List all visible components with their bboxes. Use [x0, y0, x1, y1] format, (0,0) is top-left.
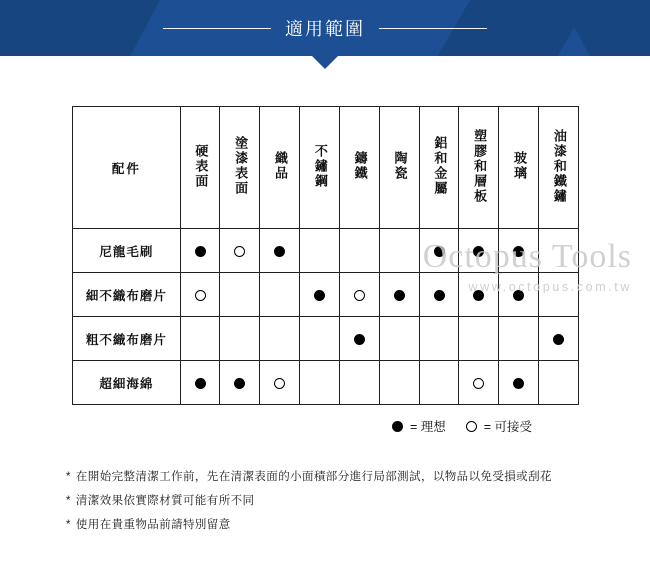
rating-cell — [419, 317, 459, 361]
legend-acceptable-label: = 可接受 — [483, 420, 532, 434]
rating-cell — [499, 229, 539, 273]
column-header-label: 玻璃 — [511, 151, 527, 181]
filled-dot-icon — [195, 246, 206, 257]
rating-cell — [499, 361, 539, 405]
open-dot-icon — [234, 246, 245, 257]
row-header-label: 尼龍毛刷 — [73, 229, 181, 273]
column-header-label: 陶瓷 — [392, 151, 408, 181]
rating-cell — [180, 317, 220, 361]
filled-dot-icon — [513, 290, 524, 301]
table-body — [73, 229, 579, 405]
banner-arrow-icon — [312, 56, 338, 69]
footnote-marker: * — [66, 471, 71, 483]
rating-cell — [220, 229, 260, 273]
rating-cell — [379, 317, 419, 361]
footnote — [66, 513, 624, 537]
filled-dot-icon — [513, 378, 524, 389]
column-header — [539, 107, 579, 229]
page-header-banner — [0, 0, 650, 56]
rating-cell — [539, 229, 579, 273]
page-title: 適用範圍 — [285, 19, 365, 39]
filled-dot-icon — [274, 246, 285, 257]
rating-cell — [539, 273, 579, 317]
row-header-label: 粗不織布磨片 — [73, 317, 181, 361]
rating-cell — [180, 361, 220, 405]
page-margin-right — [636, 56, 650, 565]
column-header-label: 鋁和金屬 — [432, 136, 448, 196]
open-dot-icon — [354, 290, 365, 301]
column-header — [180, 107, 220, 229]
footnotes — [66, 465, 624, 537]
filled-dot-icon — [394, 290, 405, 301]
footnote-text: 清潔效果依實際材質可能有所不同 — [75, 495, 255, 508]
rating-cell — [459, 229, 499, 273]
rating-cell — [260, 273, 300, 317]
rating-cell — [220, 361, 260, 405]
rating-cell — [379, 273, 419, 317]
rating-cell — [499, 317, 539, 361]
column-header — [260, 107, 300, 229]
rating-cell — [539, 317, 579, 361]
compatibility-table — [72, 106, 579, 405]
filled-dot-icon — [234, 378, 245, 389]
column-header-label: 塑膠和層板 — [472, 128, 488, 204]
filled-dot-icon — [392, 421, 403, 432]
open-dot-icon — [274, 378, 285, 389]
rating-cell — [339, 317, 379, 361]
table-row — [73, 317, 579, 361]
rating-cell — [419, 229, 459, 273]
legend-ideal — [392, 417, 446, 435]
column-header-label: 塗漆表面 — [233, 136, 249, 196]
open-dot-icon — [466, 421, 477, 432]
rating-cell — [300, 273, 340, 317]
footnote — [66, 465, 624, 489]
footnote-marker: * — [66, 495, 71, 508]
filled-dot-icon — [195, 378, 206, 389]
watermark-brand: Octopus Tools — [422, 238, 632, 275]
filled-dot-icon — [553, 334, 564, 345]
filled-dot-icon — [434, 246, 445, 257]
rating-cell — [379, 229, 419, 273]
rating-cell — [379, 361, 419, 405]
column-header-label: 油漆和鐵鏽 — [551, 128, 567, 204]
column-header — [459, 107, 499, 229]
column-header-label: 鑄鐵 — [352, 151, 368, 181]
rating-cell — [459, 273, 499, 317]
rating-cell — [300, 361, 340, 405]
footnote-marker: * — [66, 519, 71, 532]
rating-cell — [220, 317, 260, 361]
open-dot-icon — [195, 290, 206, 301]
content-card — [26, 88, 624, 540]
filled-dot-icon — [513, 246, 524, 257]
column-header — [379, 107, 419, 229]
rating-cell — [300, 229, 340, 273]
column-header — [419, 107, 459, 229]
rating-cell — [180, 229, 220, 273]
banner-rule-right — [379, 28, 487, 29]
open-dot-icon — [473, 378, 484, 389]
filled-dot-icon — [434, 290, 445, 301]
page-margin-left — [0, 56, 14, 565]
table-row — [73, 361, 579, 405]
watermark-url: www.octopus.com.tw — [468, 280, 632, 294]
column-header — [339, 107, 379, 229]
legend-ideal-label: = 理想 — [409, 420, 446, 434]
table-header-row — [73, 107, 579, 229]
filled-dot-icon — [354, 334, 365, 345]
column-header-label: 硬表面 — [193, 143, 209, 189]
table-legend — [26, 417, 578, 435]
filled-dot-icon — [473, 290, 484, 301]
banner-rule-left — [163, 28, 271, 29]
table-header — [73, 107, 579, 229]
rating-cell — [300, 317, 340, 361]
column-header — [220, 107, 260, 229]
rating-cell — [180, 273, 220, 317]
rating-cell — [339, 273, 379, 317]
column-header — [499, 107, 539, 229]
rating-cell — [419, 361, 459, 405]
rating-cell — [499, 273, 539, 317]
rating-cell — [260, 361, 300, 405]
rating-cell — [459, 361, 499, 405]
row-header-label: 超細海綿 — [73, 361, 181, 405]
rating-cell — [260, 229, 300, 273]
column-header — [300, 107, 340, 229]
row-header-label: 細不織布磨片 — [73, 273, 181, 317]
legend-acceptable — [466, 417, 532, 435]
rating-cell — [459, 317, 499, 361]
rating-cell — [419, 273, 459, 317]
rating-cell — [260, 317, 300, 361]
footnote — [66, 489, 624, 513]
rating-cell — [220, 273, 260, 317]
column-header-label: 不鏽鋼 — [312, 143, 328, 189]
table-corner-header: 配件 — [73, 107, 181, 229]
table-row — [73, 273, 579, 317]
rating-cell — [339, 229, 379, 273]
filled-dot-icon — [314, 290, 325, 301]
column-header-label: 織品 — [273, 151, 288, 181]
table-row — [73, 229, 579, 273]
rating-cell — [339, 361, 379, 405]
rating-cell — [539, 361, 579, 405]
filled-dot-icon — [473, 246, 484, 257]
footnote-text: 使用在貴重物品前請特別留意 — [75, 519, 231, 532]
footnote-text: 在開始完整清潔工作前，先在清潔表面的小面積部分進行局部測試，以物品以免受損或刮花 — [75, 471, 552, 483]
